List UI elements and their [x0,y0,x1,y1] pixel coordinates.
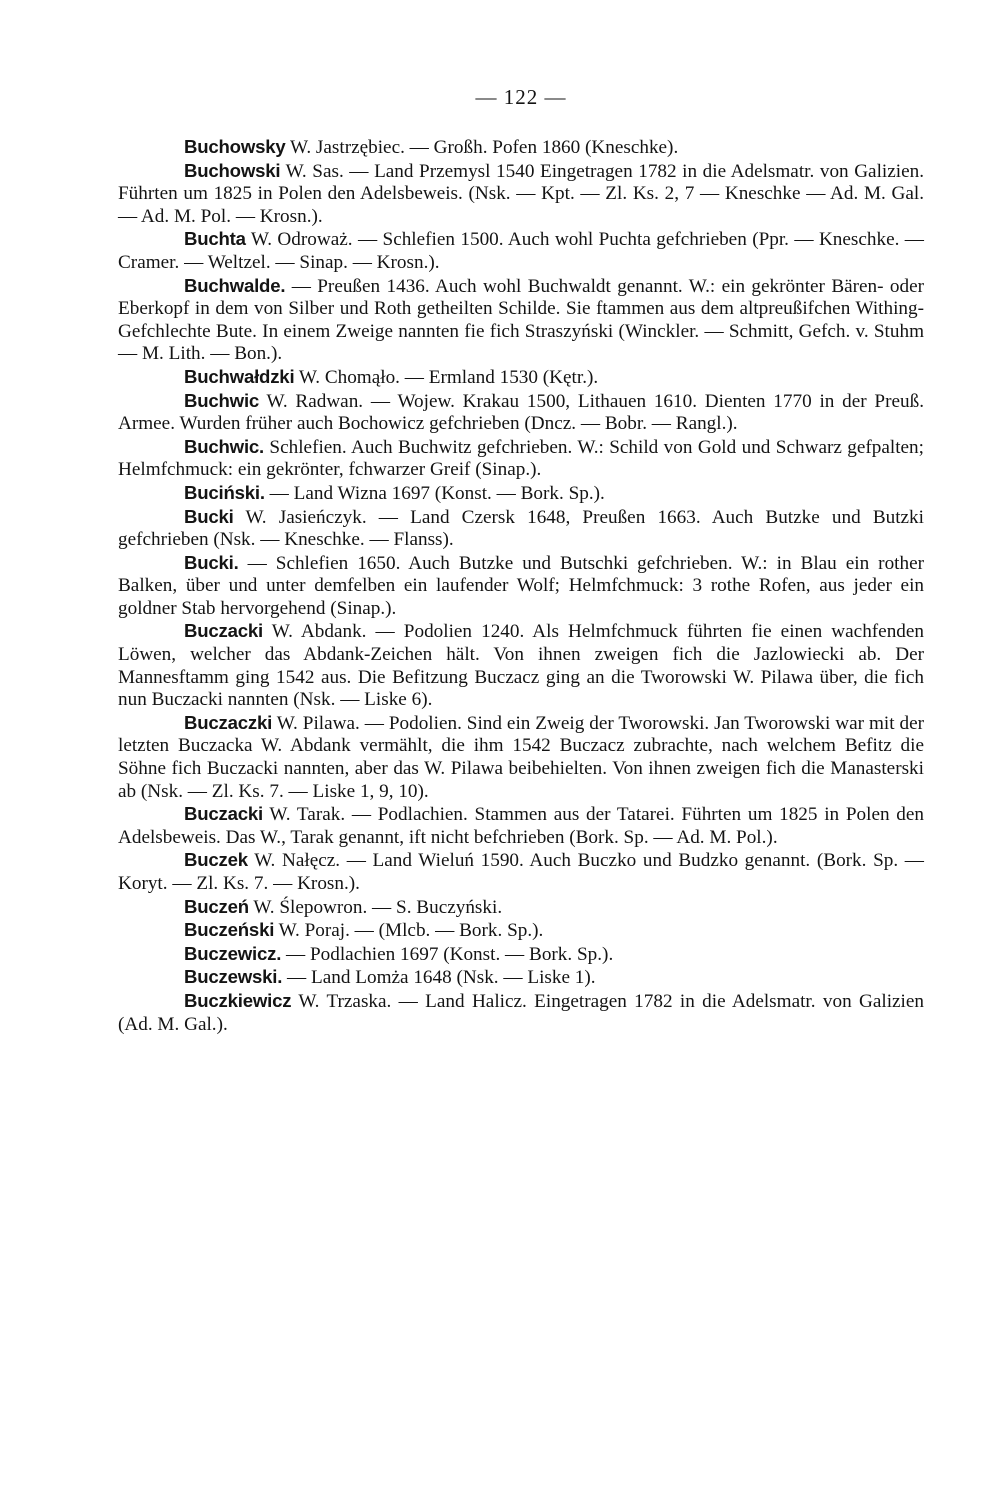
entry [118,712,924,803]
entry [118,552,924,621]
entry [118,482,924,506]
entry-headword: Buchta [184,228,246,250]
entry-text: W. Ślepowron. — S. Buczyński. [248,896,503,918]
entry [118,896,924,920]
entry [118,228,924,274]
entry-headword: Buciński. [184,481,265,503]
entry-headword: Buchwalde. [184,274,286,296]
entry [118,966,924,990]
entry-text: W. Pilawa. — Podolien. Sind ein Zweig der Tworowski. Jan Tworowski war mit der letzten Buczacka W. Abdank vermählt, die ihm 1542 Buczacz zubrachte, nach welchem Befitz die Söhne fich Buczacki nannten, aber das W. Pilawa beibehielten. Von ihnen zweigen fich die Manasterski ab (Nsk. — Zl. Ks. 7. — Liske 1, 9, 10). [118,712,924,802]
entry-headword: Buczacki [184,803,264,825]
entry-text: W. Radwan. — Wojew. Krakau 1500, Lithauen 1610. Dienten 1770 in der Preuß. Armee. Wurden früher auch Bochowicz gefchrieben (Dncz. — Bobr. — Rangl.). [118,390,924,435]
page-number: — 122 — [475,85,567,109]
entry-text: W. Jastrzębiec. — Großh. Pofen 1860 (Kneschke). [285,137,679,158]
entry [118,366,924,390]
entry-headword: Buchwałdzki [184,365,295,387]
entry-text: Schlefien. Auch Buchwitz gefchrieben. W.: Schild von Gold und Schwarz gefpalten; Helmfchmuck: ein gekrönter, fchwarzer Greif (Sinap.). [118,436,924,481]
entry [118,943,924,967]
entry-text: — Podlachien 1697 (Konst. — Bork. Sp.). [281,943,614,965]
entry-text: W. Tarak. — Podlachien. Stammen aus der Tatarei. Führten um 1825 in Polen den Adelsbeweis. Das W., Tarak genannt, ift nicht befchrieben (Bork. Sp. — Ad. M. Pol.). [118,804,924,848]
entry-headword: Buczeński [184,919,275,941]
entry-headword: Buczkiewicz [184,989,292,1011]
entry-list [118,136,924,1036]
entry-text: W. Poraj. — (Mlcb. — Bork. Sp.). [274,920,544,942]
entry-headword: Buczacki [184,620,264,642]
entry-text: W. Nałęcz. — Land Wieluń 1590. Auch Buczko und Budzko genannt. (Bork. Sp. — Koryt. — Zl. Ks. 7. — Krosn.). [118,850,924,894]
entry-text: W. Abdank. — Podolien 1240. Als Helmfchmuck führten fie einen wachfenden Löwen, welcher das Abdank-Zeichen hält. Von ihnen zweigen fich die Jazlowiecki ab. Der Mannesftamm ging 1542 aus. Die Befitzung Buczacz ging an die Tworowski W. Pilawa über, die fich nun Buczacki nannten (Nsk. — Liske 6). [118,621,924,711]
entry [118,620,924,711]
entry [118,136,924,160]
entry-headword: Buczek [184,849,248,871]
entry-headword: Buchwic [184,389,260,411]
entry-headword: Buczaczki [184,711,273,733]
entry-headword: Buczewicz. [184,942,282,964]
entry-text: — Land Wizna 1697 (Konst. — Bork. Sp.). [264,482,605,504]
entry-text: W. Trzaska. — Land Halicz. Eingetragen 1782 in die Adelsmatr. von Galizien (Ad. M. Gal.). [118,990,924,1035]
entry [118,160,924,229]
entry-headword: Buchwic. [184,435,265,457]
entry [118,919,924,943]
entry-headword: Bucki. [184,551,239,573]
entry-headword: Bucki [184,505,234,527]
entry [118,390,924,436]
entry [118,849,924,895]
entry-text: W. Chomąło. — Ermland 1530 (Kętr.). [294,366,599,388]
entry [118,436,924,482]
entry-text: — Preußen 1436. Auch wohl Buchwaldt genannt. W.: ein gekrönter Bären- oder Eberkopf in dem von Silber und Roth getheilten Schilde. Sie ftammen aus dem altpreußifchen Withing-Gefchlechte Bute. In einem Zweige nannten fie fich Straszyński (Winckler. — Schmitt, Gefch. v. Stuhm — M. Lith. — Bon.). [118,275,924,365]
entry-headword: Buchowski [184,159,281,181]
entry-text: — Schlefien 1650. Auch Butzke und Butschki gefchrieben. W.: in Blau ein rother Balken, über und unter demfelben ein laufender Wolf; Helmfchmuck: 3 rothe Rofen, aus jeder ein goldner Stab hervorgehend (Sinap.). [118,552,924,619]
document-page [118,84,924,1036]
entry [118,275,924,366]
entry-text: — Land Lomża 1648 (Nsk. — Liske 1). [282,967,596,989]
entry [118,803,924,849]
entry [118,990,924,1036]
entry-headword: Buczewski. [184,966,283,988]
entry-text: W. Jasieńczyk. — Land Czersk 1648, Preußen 1663. Auch Butzke und Butzki gefchrieben (Nsk. — Kneschke. — Flanss). [118,506,924,551]
entry-text: W. Odroważ. — Schlefien 1500. Auch wohl Puchta gefchrieben (Ppr. — Kneschke. — Cramer. — Weltzel. — Sinap. — Krosn.). [118,229,924,273]
entry-headword: Buczeń [184,895,249,917]
entry-text: W. Sas. — Land Przemysl 1540 Eingetragen 1782 in die Adelsmatr. von Galizien. Führten um 1825 in Polen den Adelsbeweis. (Nsk. — Kpt. — Zl. Ks. 2, 7 — Kneschke — Ad. M. Gal. — Ad. M. Pol. — Krosn.). [118,160,924,227]
entry [118,506,924,552]
entry-headword: Buchowsky [184,136,286,157]
